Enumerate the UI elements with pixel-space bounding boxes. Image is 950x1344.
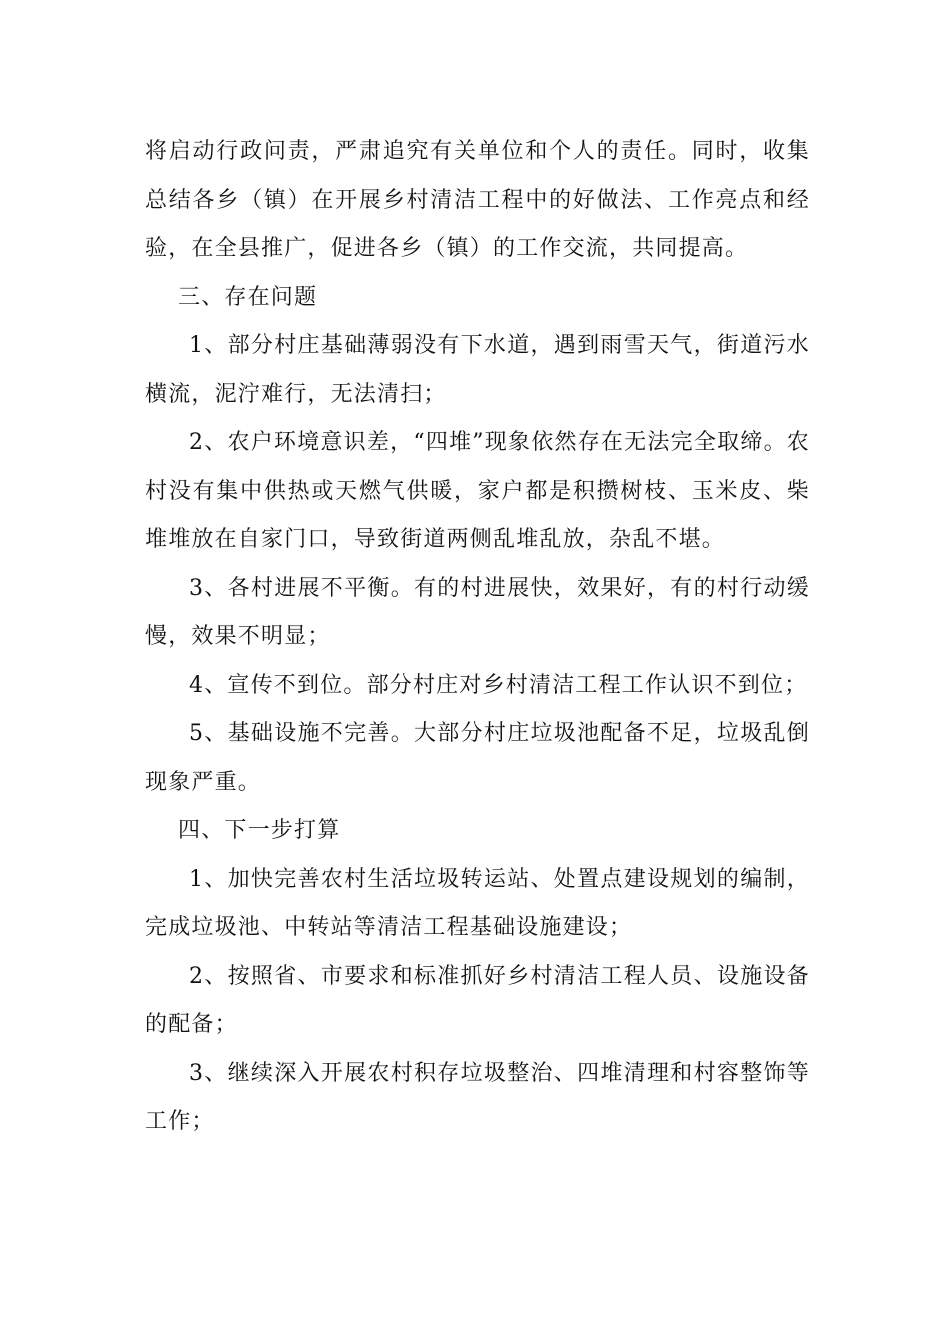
plan-item-3: 3、继续深入开展农村积存垃圾整治、四堆清理和村容整饰等工作； [145, 1060, 810, 1134]
document-body [145, 128, 810, 1147]
problem-item-3: 3、各村进展不平衡。有的村进展快，效果好，有的村行动缓慢，效果不明显； [145, 575, 810, 649]
section-heading-problems: 三、存在问题 [178, 284, 318, 310]
paragraph-continuation: 将启动行政问责，严肃追究有关单位和个人的责任。同时，收集总结各乡（镇）在开展乡村清洁工程中的好做法、工作亮点和经验，在全县推广，促进各乡（镇）的工作交流，共同提高。 [145, 139, 810, 261]
plan-item-2: 2、按照省、市要求和标准抓好乡村清洁工程人员、设施设备的配备； [145, 963, 810, 1037]
problem-item-5: 5、基础设施不完善。大部分村庄垃圾池配备不足，垃圾乱倒现象严重。 [145, 721, 810, 795]
problem-item-1: 1、部分村庄基础薄弱没有下水道，遇到雨雪天气，街道污水横流，泥泞难行，无法清扫； [145, 333, 810, 407]
plan-item-1: 1、加快完善农村生活垃圾转运站、处置点建设规划的编制，完成垃圾池、中转站等清洁工程基础设施建设； [145, 866, 810, 940]
problem-item-2: 2、农户环境意识差，“四堆”现象依然存在无法完全取缔。农村没有集中供热或天燃气供暖，家户都是积攒树枝、玉米皮、柴堆堆放在自家门口，导致街道两侧乱堆乱放，杂乱不堪。 [145, 430, 810, 552]
section-heading-next-steps: 四、下一步打算 [178, 818, 341, 843]
problem-item-4: 4、宣传不到位。部分村庄对乡村清洁工程工作认识不到位； [189, 672, 808, 698]
